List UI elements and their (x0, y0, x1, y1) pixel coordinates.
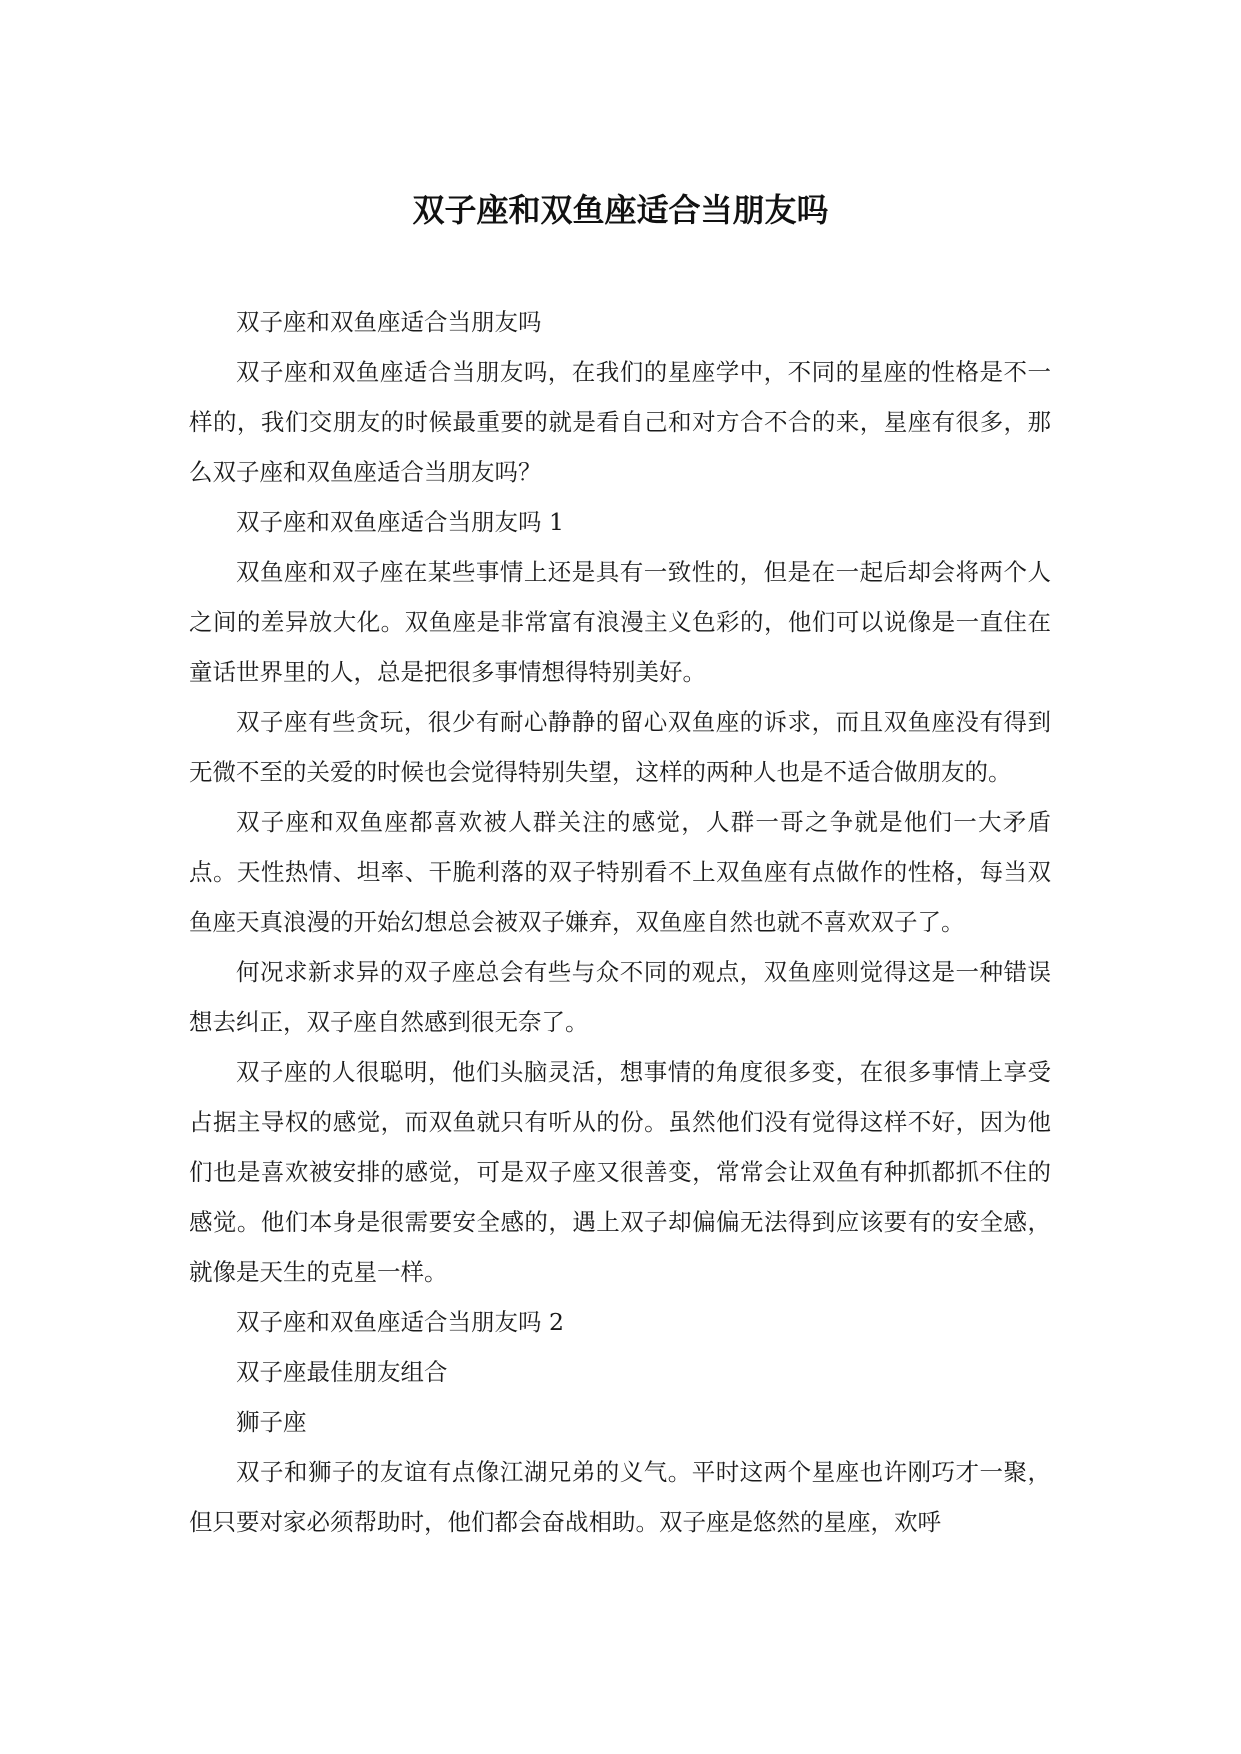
document-title: 双子座和双鱼座适合当朋友吗 (412, 191, 829, 229)
paragraph: 双子座和双鱼座适合当朋友吗 1 (236, 508, 564, 536)
paragraph: 何况求新求异的双子座总会有些与众不同的观点，双鱼座则觉得这是一种错误想去纠正，双子座自然感到很无奈了。 (189, 958, 1051, 1036)
paragraph: 双子座和双鱼座适合当朋友吗，在我们的星座学中，不同的星座的性格是不一样的，我们交朋友的时候最重要的就是看自己和对方合不合的来，星座有很多，那么双子座和双鱼座适合当朋友吗？ (189, 358, 1051, 486)
paragraph: 双子和狮子的友谊有点像江湖兄弟的义气。平时这两个星座也许刚巧才一聚，但只要对家必须帮助时，他们都会奋战相助。双子座是悠然的星座，欢呼 (189, 1458, 1051, 1536)
paragraph: 双子座的人很聪明，他们头脑灵活，想事情的角度很多变，在很多事情上享受占据主导权的感觉，而双鱼就只有听从的份。虽然他们没有觉得这样不好，因为他们也是喜欢被安排的感觉，可是双子座又很善变，常常会让双鱼有种抓都抓不住的感觉。他们本身是很需要安全感的，遇上双子却偏偏无法得到应该要有的安全感，就像是天生的克星一样。 (189, 1058, 1051, 1286)
paragraph: 双子座和双鱼座都喜欢被人群关注的感觉，人群一哥之争就是他们一大矛盾点。天性热情、坦率、干脆利落的双子特别看不上双鱼座有点做作的性格，每当双鱼座天真浪漫的开始幻想总会被双子嫌弃，双鱼座自然也就不喜欢双子了。 (189, 808, 1051, 936)
paragraph: 双子座最佳朋友组合 (236, 1358, 448, 1386)
paragraph: 双子座和双鱼座适合当朋友吗 2 (236, 1308, 564, 1336)
paragraph: 双子座和双鱼座适合当朋友吗 (236, 308, 542, 336)
document-body (189, 297, 1051, 1547)
paragraph: 双鱼座和双子座在某些事情上还是具有一致性的，但是在一起后却会将两个人之间的差异放大化。双鱼座是非常富有浪漫主义色彩的，他们可以说像是一直住在童话世界里的人，总是把很多事情想得特别美好。 (189, 558, 1051, 686)
paragraph: 狮子座 (236, 1408, 307, 1436)
paragraph: 双子座有些贪玩，很少有耐心静静的留心双鱼座的诉求，而且双鱼座没有得到无微不至的关爱的时候也会觉得特别失望，这样的两种人也是不适合做朋友的。 (189, 708, 1051, 786)
